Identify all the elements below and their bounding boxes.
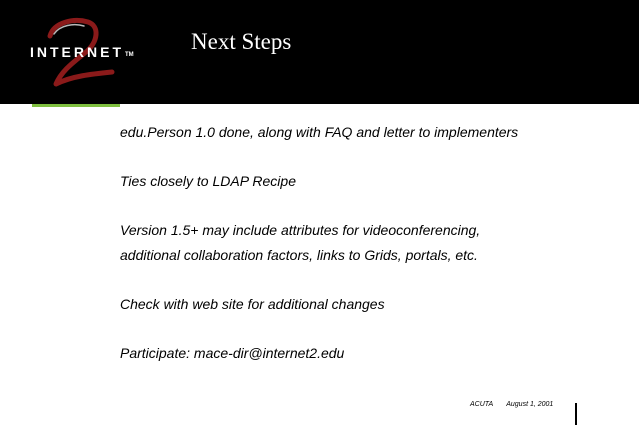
slide-title: Next Steps xyxy=(191,29,292,54)
logo-text: INTERNET xyxy=(30,44,124,60)
accent-bar xyxy=(32,104,120,107)
header-band xyxy=(0,0,639,104)
bullet-item: Version 1.5+ may include attributes for videoconferencing, xyxy=(120,222,481,238)
bullet-item: Ties closely to LDAP Recipe xyxy=(120,173,296,189)
bullet-item-contact: Participate: mace-dir@internet2.edu xyxy=(120,345,345,361)
bullet-item: Check with web site for additional changes xyxy=(120,296,385,312)
logo-wordmark xyxy=(30,44,134,60)
footer-rule xyxy=(575,403,577,425)
footer xyxy=(470,401,553,408)
footer-date: August 1, 2001 xyxy=(506,401,554,408)
bullet-item: edu.Person 1.0 done, along with FAQ and letter to implementers xyxy=(120,124,519,140)
footer-org: ACUTA xyxy=(470,401,494,408)
internet2-logo xyxy=(28,14,148,94)
bullet-list xyxy=(120,120,620,366)
logo-trademark: TM xyxy=(125,52,134,58)
bullet-item-continuation: additional collaboration factors, links to Grids, portals, etc. xyxy=(120,247,478,263)
